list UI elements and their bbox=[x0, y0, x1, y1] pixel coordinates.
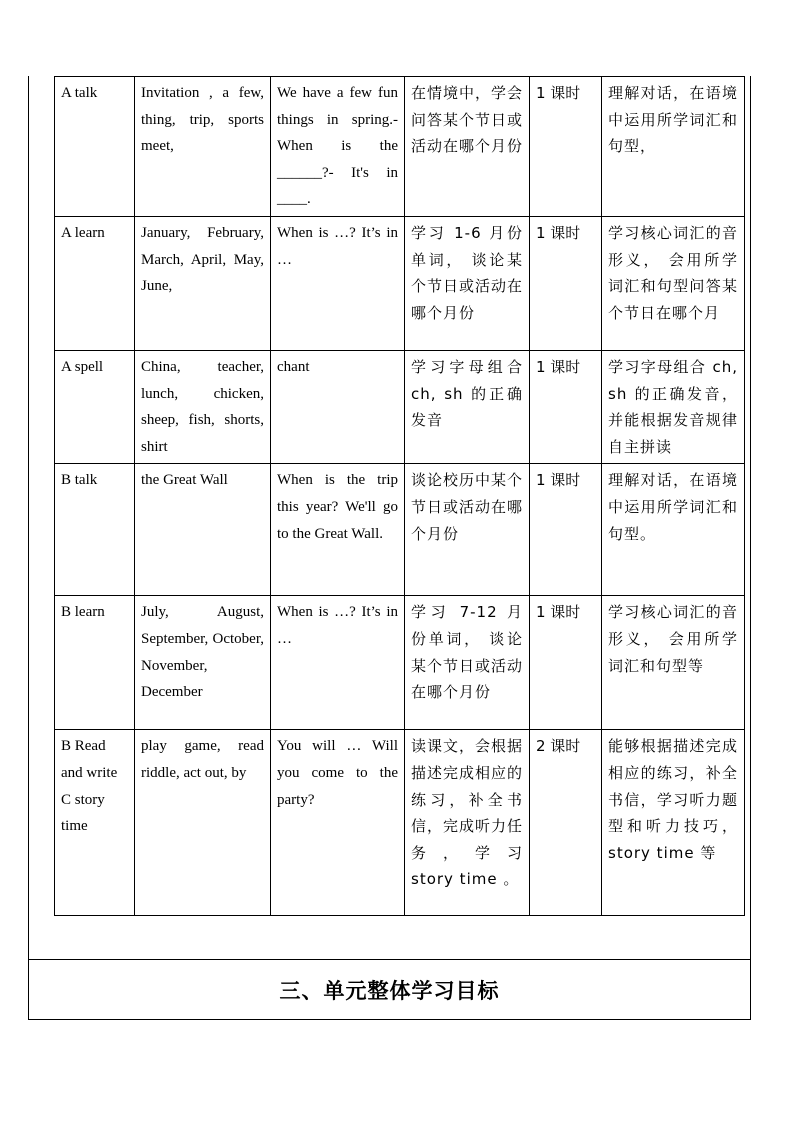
hours-cell: 1 课时 bbox=[530, 350, 602, 463]
objective-cell: 学习核心词汇的音形义， 会用所学词汇和句型问答某个节日在哪个月 bbox=[602, 216, 745, 350]
vocab-cell: the Great Wall bbox=[135, 464, 271, 596]
vocab-cell: China, teacher, lunch, chicken, sheep, fish, shorts, shirt bbox=[135, 350, 271, 463]
objective-short-cell: 谈论校历中某个节日或活动在哪个月份 bbox=[405, 464, 530, 596]
hours-cell: 1 课时 bbox=[530, 216, 602, 350]
vocab-cell: Invitation , a few, thing, trip, sports meet, bbox=[135, 77, 271, 217]
table-row bbox=[55, 77, 745, 217]
structure-cell: When is …? It’s in … bbox=[271, 596, 405, 730]
structure-cell: When is …? It’s in … bbox=[271, 216, 405, 350]
vocab-cell: January, February, March, April, May, June, bbox=[135, 216, 271, 350]
table-row bbox=[55, 350, 745, 463]
objective-short-cell: 读课文，会根据描述完成相应的练习，补全书信，完成听力任务，学习 story time 。 bbox=[405, 730, 530, 916]
objective-cell: 学习字母组合 ch, sh 的正确发音，并能根据发音规律自主拼读 bbox=[602, 350, 745, 463]
structure-cell: We have a few fun things in spring.-When is the ______?- It's in ____. bbox=[271, 77, 405, 217]
objective-cell: 理解对话，在语境中运用所学词汇和句型。 bbox=[602, 464, 745, 596]
objective-cell: 理解对话，在语境中运用所学词汇和句型， bbox=[602, 77, 745, 217]
vocab-cell: July, August, September, October, November, December bbox=[135, 596, 271, 730]
objective-cell: 能够根据描述完成相应的练习，补全书信，学习听力题型和听力技巧，story time 等 bbox=[602, 730, 745, 916]
hours-cell: 2 课时 bbox=[530, 730, 602, 916]
lesson-cell: A spell bbox=[55, 350, 135, 463]
objective-cell: 学习核心词汇的音形义， 会用所学词汇和句型等 bbox=[602, 596, 745, 730]
table-row bbox=[55, 216, 745, 350]
vocab-cell: play game, read riddle, act out, by bbox=[135, 730, 271, 916]
table-row bbox=[55, 464, 745, 596]
lesson-plan-table bbox=[54, 76, 745, 916]
hours-cell: 1 课时 bbox=[530, 464, 602, 596]
lesson-cell: B talk bbox=[55, 464, 135, 596]
hours-cell: 1 课时 bbox=[530, 77, 602, 217]
lesson-cell: A learn bbox=[55, 216, 135, 350]
objective-short-cell: 学习 7-12 月份单词， 谈论某个节日或活动在哪个月份 bbox=[405, 596, 530, 730]
structure-cell: chant bbox=[271, 350, 405, 463]
lesson-cell: A talk bbox=[55, 77, 135, 217]
objective-short-cell: 学习字母组合 ch, sh 的正确发音 bbox=[405, 350, 530, 463]
lesson-cell: B learn bbox=[55, 596, 135, 730]
lesson-cell: B Read and write C story time bbox=[55, 730, 135, 916]
table-row bbox=[55, 730, 745, 916]
section-title: 三、单元整体学习目标 bbox=[279, 979, 500, 1003]
structure-cell: When is the trip this year? We'll go to the Great Wall. bbox=[271, 464, 405, 596]
structure-cell: You will … Will you come to the party? bbox=[271, 730, 405, 916]
objective-short-cell: 学习 1-6 月份单词， 谈论某个节日或活动在哪个月份 bbox=[405, 216, 530, 350]
table-row bbox=[55, 596, 745, 730]
objective-short-cell: 在情境中，学会问答某个节日或活动在哪个月份 bbox=[405, 77, 530, 217]
hours-cell: 1 课时 bbox=[530, 596, 602, 730]
